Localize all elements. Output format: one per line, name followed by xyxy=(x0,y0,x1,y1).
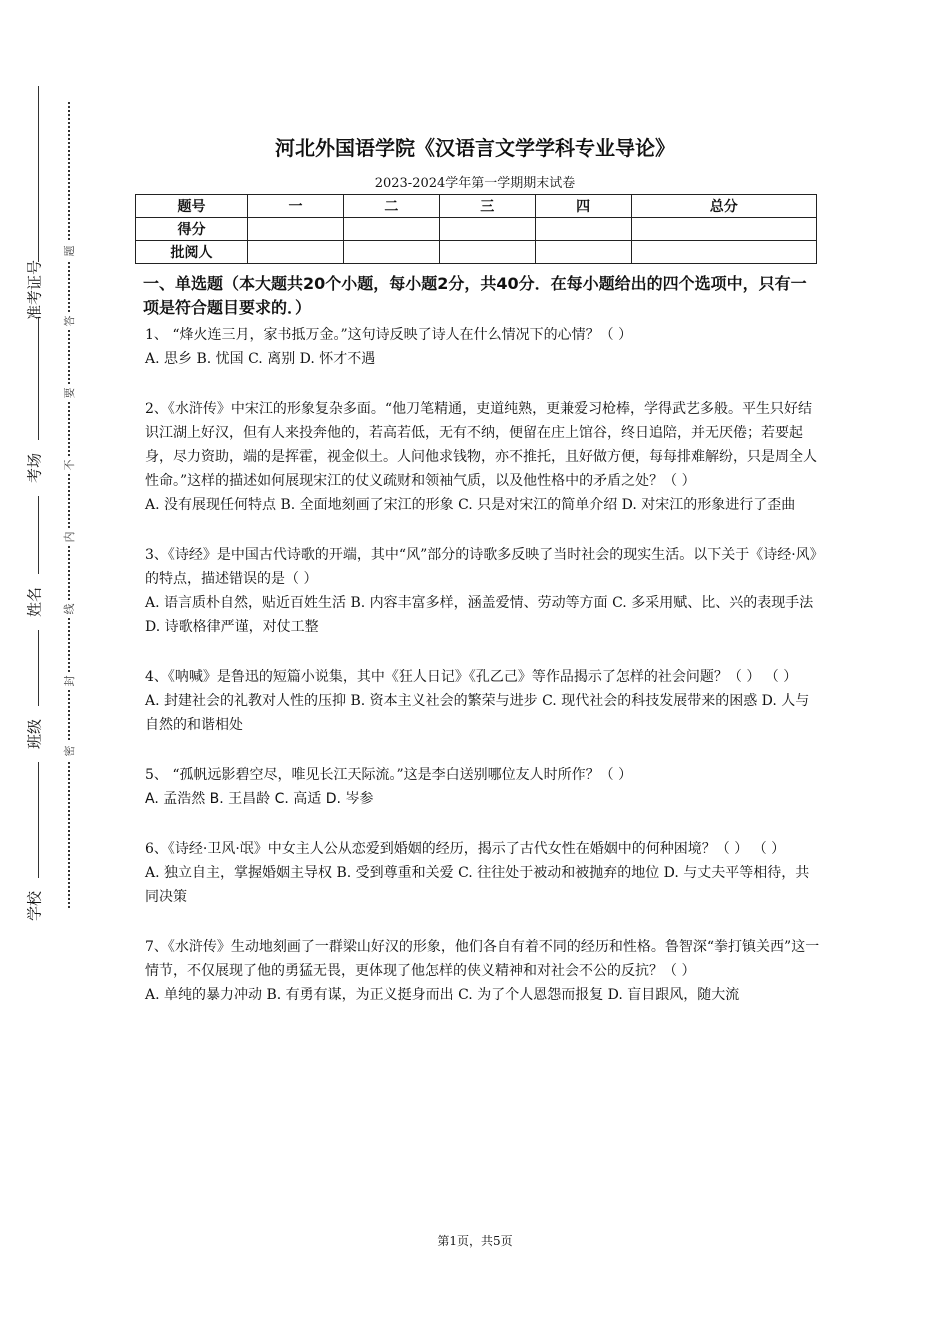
score-table-cell: 二 xyxy=(343,195,439,218)
seal-char: 不 xyxy=(60,456,78,474)
score-input-cell[interactable] xyxy=(343,218,439,241)
question-options: A. 没有展现任何特点 B. 全面地刻画了宋江的形象 C. 只是对宋江的简单介绍 D. 对宋江的形象进行了歪曲 xyxy=(145,497,796,513)
exam-room-label: 考场 xyxy=(14,440,54,496)
question-options: A. 孟浩然 B. 王昌龄 C. 高适 D. 岑参 xyxy=(145,791,374,807)
question-3 xyxy=(145,543,821,639)
exam-id-label: 准考证号 xyxy=(14,262,54,318)
score-table-cell: 四 xyxy=(535,195,631,218)
grader-input-cell[interactable] xyxy=(439,241,535,264)
school-label: 学校 xyxy=(14,878,54,934)
score-input-cell[interactable] xyxy=(248,218,344,241)
seal-char: 内 xyxy=(60,528,78,546)
grader-input-cell[interactable] xyxy=(631,241,816,264)
score-row xyxy=(136,218,817,241)
exam-subtitle: 2023-2024学年第一学期期末试卷 xyxy=(374,176,576,191)
question-stem: 4、《呐喊》是鲁迅的短篇小说集，其中《狂人日记》《孔乙己》等作品揭示了怎样的社会问题？（ ） （ ） xyxy=(145,669,798,685)
question-stem: 7、《水浒传》生动地刻画了一群梁山好汉的形象，他们各自有着不同的经历和性格。鲁智深“拳打镇关西”这一情节，不仅展现了他的勇猛无畏，更体现了他怎样的侠义精神和对社会不公的反抗？（ ） xyxy=(145,939,820,979)
question-options: A. 独立自主，掌握婚姻主导权 B. 受到尊重和关爱 C. 往往处于被动和被抛弃的地位 D. 与丈夫平等相待，共同决策 xyxy=(145,865,810,905)
question-options: A. 思乡 B. 忧国 C. 离别 D. 怀才不遇 xyxy=(145,351,376,367)
question-stem: 6、《诗经·卫风·氓》中女主人公从恋爱到婚姻的经历，揭示了古代女性在婚姻中的何种困境？（ ） （ ） xyxy=(145,841,786,857)
binding-dotted-line xyxy=(68,102,70,908)
question-options: A. 封建社会的礼教对人性的压抑 B. 资本主义社会的繁荣与进步 C. 现代社会的科技发展带来的困惑 D. 人与自然的和谐相处 xyxy=(145,693,810,733)
seal-char: 线 xyxy=(60,600,78,618)
binding-solid-line xyxy=(38,86,39,908)
score-table-header-row xyxy=(136,195,817,218)
score-table-cell: 三 xyxy=(439,195,535,218)
question-1 xyxy=(145,323,821,371)
question-stem: 5、 “孤帆远影碧空尽，唯见长江天际流。”这是李白送别哪位友人时所作？（ ） xyxy=(145,767,633,783)
class-label: 班级 xyxy=(14,706,54,762)
question-7 xyxy=(145,935,821,1007)
exam-title: 河北外国语学院《汉语言文学学科专业导论》 xyxy=(275,136,675,160)
grader-row xyxy=(136,241,817,264)
seal-char: 要 xyxy=(60,384,78,402)
score-input-cell[interactable] xyxy=(535,218,631,241)
grader-input-cell[interactable] xyxy=(248,241,344,264)
score-input-cell[interactable] xyxy=(631,218,816,241)
seal-char: 封 xyxy=(60,672,78,690)
question-options: A. 单纯的暴力冲动 B. 有勇有谋，为正义挺身而出 C. 为了个人恩怨而报复 D. 盲目跟风，随大流 xyxy=(145,987,740,1003)
grader-input-cell[interactable] xyxy=(535,241,631,264)
seal-char: 题 xyxy=(60,242,78,260)
question-2 xyxy=(145,397,821,517)
section-heading: 一、单选题（本大题共20个小题，每小题2分，共40分．在每小题给出的四个选项中，只有一项是符合题目要求的．） xyxy=(143,274,807,317)
question-6 xyxy=(145,837,821,909)
grader-row-label: 批阅人 xyxy=(136,241,248,264)
score-row-label: 得分 xyxy=(136,218,248,241)
name-label: 姓名 xyxy=(14,574,54,630)
score-table-cell: 总分 xyxy=(631,195,816,218)
score-table xyxy=(135,194,817,264)
exam-content xyxy=(145,272,821,1033)
question-5 xyxy=(145,763,821,811)
question-stem: 2、《水浒传》中宋江的形象复杂多面。“他刀笔精通，吏道纯熟，更兼爱习枪棒，学得武艺多般。平生只好结识江湖上好汉，但有人来投奔他的，若高若低，无有不纳，便留在庄上馆谷，终日追陪，并无厌倦；若要起身，尽力资助，端的是挥霍，视金似土。人问他求钱物，亦不推托，且好做方便，每每排难解纷，只是周全人性命。”这样的描述如何展现宋江的仗义疏财和领袖气质，以及他性格中的矛盾之处？（ ） xyxy=(145,401,817,489)
question-4 xyxy=(145,665,821,737)
question-options: A. 语言质朴自然，贴近百姓生活 B. 内容丰富多样，涵盖爱情、劳动等方面 C. 多采用赋、比、兴的表现手法 D. 诗歌格律严谨，对仗工整 xyxy=(145,595,814,635)
seal-char: 答 xyxy=(60,312,78,330)
question-stem: 3、《诗经》是中国古代诗歌的开端，其中“风”部分的诗歌多反映了当时社会的现实生活。以下关于《诗经·风》的特点，描述错误的是（ ） xyxy=(145,547,817,587)
seal-char: 密 xyxy=(60,742,78,760)
page-number: 第1页，共5页 xyxy=(437,1234,513,1248)
score-table-cell: 题号 xyxy=(136,195,248,218)
grader-input-cell[interactable] xyxy=(343,241,439,264)
question-stem: 1、 “烽火连三月，家书抵万金。”这句诗反映了诗人在什么情况下的心情？（ ） xyxy=(145,327,633,343)
score-table-cell: 一 xyxy=(248,195,344,218)
score-input-cell[interactable] xyxy=(439,218,535,241)
